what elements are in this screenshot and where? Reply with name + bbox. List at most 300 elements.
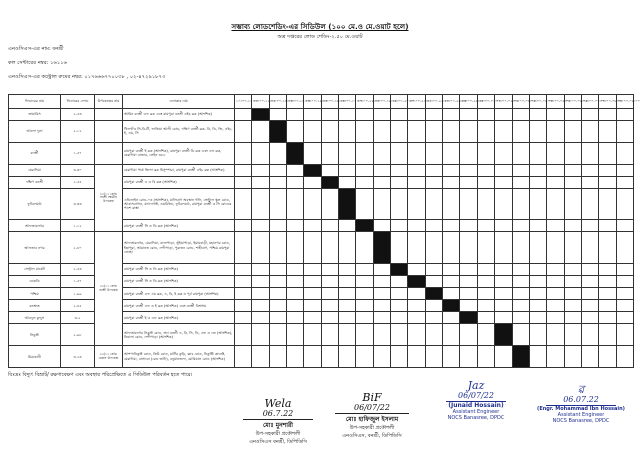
shedding-slot [356, 288, 373, 300]
substation-name [95, 109, 123, 121]
signature-4-designation: Assistant Engineer [557, 412, 605, 418]
shedding-slot [304, 324, 321, 346]
header-slot: ০৫:০০-০৬:০০ [564, 95, 581, 109]
shedding-slot [599, 121, 616, 143]
shedding-slot [321, 312, 338, 324]
shedding-slot [616, 164, 633, 176]
shedding-slot [616, 232, 633, 264]
shedding-slot [304, 300, 321, 312]
shedding-slot [408, 188, 425, 220]
shedding-slot [425, 188, 442, 220]
shedding-slot [356, 276, 373, 288]
shedding-slot [529, 142, 546, 164]
shedding-slot [425, 232, 442, 264]
shedding-slot [564, 188, 581, 220]
shedding-slot [252, 232, 269, 264]
signature-2-office: এনওসিএস, বনশ্রী, ডিপিডিসি [342, 433, 402, 439]
feeder-load: ১.৫৭ [61, 276, 95, 288]
shedding-slot [616, 312, 633, 324]
area-name: আফতাবনগর নিকুঞ্জ রোড, অ্যা বনশ্রী এ, বি, সি, ডি, এফ ও জে (আংশিক), নিরালা রোড, নন্দীপাড়া (আংশিক) [123, 324, 235, 346]
shedding-slot [529, 324, 546, 346]
shedding-slot [529, 220, 546, 232]
shedding-slot [547, 300, 564, 312]
shedding-slot [356, 176, 373, 188]
shedding-slot [321, 188, 338, 220]
shedding-slot [581, 164, 598, 176]
shedding-slot [460, 288, 477, 300]
shedding-slot [425, 176, 442, 188]
shedding-slot [581, 121, 598, 143]
shedding-slot [321, 232, 338, 264]
shedding-slot [512, 220, 529, 232]
shedding-slot-active [460, 312, 477, 324]
shedding-slot [408, 346, 425, 368]
shedding-slot [443, 263, 460, 275]
shedding-slot [304, 121, 321, 143]
shedding-slot [321, 142, 338, 164]
shedding-slot [547, 276, 564, 288]
shedding-slot [304, 176, 321, 188]
shedding-slot [321, 164, 338, 176]
substation-name: ৩৩/১১ কেভি বনশ্রী উপকেন্দ্র [95, 232, 123, 346]
feeder-load: ২.৫৫ [61, 176, 95, 188]
shedding-slot-active [512, 346, 529, 368]
signature-block-1 [230, 398, 326, 447]
header-slot: ০১:০০-০২:০০ [495, 95, 512, 109]
shedding-slot [373, 312, 390, 324]
shedding-slot [547, 164, 564, 176]
shedding-slot [477, 346, 494, 368]
feeder-name: বনশ্রুত [9, 300, 61, 312]
header-slot: ০২:০০-০৩:০০ [512, 95, 529, 109]
shedding-slot [547, 324, 564, 346]
shedding-slot [495, 288, 512, 300]
shedding-slot [443, 176, 460, 188]
feeder-load: ১.৯৯ [61, 288, 95, 300]
shedding-slot [477, 220, 494, 232]
shedding-slot [443, 142, 460, 164]
shedding-slot [391, 164, 408, 176]
feeder-load: ৩.২ [61, 312, 95, 324]
shedding-slot [529, 346, 546, 368]
shedding-slot [252, 188, 269, 220]
shedding-slot [252, 121, 269, 143]
shedding-slot [564, 312, 581, 324]
loadshedding-schedule-table [8, 94, 640, 368]
shedding-slot [425, 346, 442, 368]
shedding-slot [599, 232, 616, 264]
area-name: মেরাদিয়া পার্ক জিন্দা ব্লক মিসুম্পারা, রামপুরা বনশ্রী এইচ ব্লক (আংশিক) [123, 164, 235, 176]
shedding-slot [443, 288, 460, 300]
shedding-slot [391, 176, 408, 188]
shedding-slot [356, 164, 373, 176]
feeder-name: বনশ্রী [9, 142, 61, 164]
feeder-load: ২.১২ [61, 121, 95, 143]
feeder-name: মেরাদিয়া [9, 164, 61, 176]
shedding-slot [460, 109, 477, 121]
substation-name: ৩৩/১১ কেভি বনশ্রী ক্ষেত্রীয় উপকেন্দ্র [95, 164, 123, 232]
area-name: রামপুরা বনশ্রী সি ও ডি ব্লক (আংশিক) [123, 220, 235, 232]
area-name: রামপুরা বনশ্রী ই ব্লক (আংশিক), রামপুরা বনশ্রী ডি ব্লক এবং এফ ব্লক, মেরাদিয়া বাজার, লেইন ৩৮৮ [123, 142, 235, 164]
shedding-slot [495, 346, 512, 368]
shedding-slot [391, 232, 408, 264]
shedding-slot-active [373, 232, 390, 264]
shedding-slot [529, 288, 546, 300]
shedding-slot [581, 263, 598, 275]
shedding-slot [512, 121, 529, 143]
shedding-slot [547, 142, 564, 164]
feeder-load: ২.৫৩ [61, 109, 95, 121]
shedding-slot [443, 188, 460, 220]
shedding-slot [304, 263, 321, 275]
shedding-slot [339, 263, 356, 275]
shedding-slot [339, 276, 356, 288]
shedding-slot [529, 263, 546, 275]
shedding-slot-active [408, 276, 425, 288]
shedding-slot [564, 288, 581, 300]
shedding-slot [287, 312, 304, 324]
feeder-load: ১.১২ [61, 220, 95, 232]
table-row [9, 142, 634, 164]
shedding-slot [304, 346, 321, 368]
feeder-load: ২.৪৫ [61, 300, 95, 312]
area-name: রামপুরা বনশ্রী এ ও বি ব্লক (আংশিক) [123, 176, 235, 188]
shedding-slot [512, 276, 529, 288]
shedding-slot [512, 142, 529, 164]
shedding-slot [599, 188, 616, 220]
shedding-slot [304, 288, 321, 300]
shedding-slot-active [425, 288, 442, 300]
shedding-slot [373, 263, 390, 275]
shedding-slot [564, 346, 581, 368]
header-slot: ২০:০০-২১:০০ [408, 95, 425, 109]
shedding-slot [443, 276, 460, 288]
shedding-slot [235, 109, 252, 121]
header-slot: ১৭:০০-১৮:০০ [356, 95, 373, 109]
feeder-name: তামারিস [9, 109, 61, 121]
shedding-slot [235, 220, 252, 232]
shedding-slot [616, 263, 633, 275]
shedding-slot [547, 220, 564, 232]
header-substation: উপকেন্দ্রের নাম [95, 95, 123, 109]
shedding-slot [581, 176, 598, 188]
header-slot: ২১:০০-২২:০০ [425, 95, 442, 109]
footnote: বিঃদ্রঃ বিদ্যুৎ বিভ্রাট/ রক্ষণাবেক্ষণ এবং অবস্থার পরিপ্রেক্ষিতে এ সিডিউল পরিবর্তন হতে পারে। [8, 372, 193, 378]
shedding-slot [321, 324, 338, 346]
table-row [9, 232, 634, 264]
signature-2-date: 06/07/22 [354, 403, 390, 412]
shedding-slot [443, 220, 460, 232]
shedding-slot [529, 164, 546, 176]
shedding-slot [495, 188, 512, 220]
shedding-slot-active [356, 220, 373, 232]
shedding-slot [599, 263, 616, 275]
table-row [9, 121, 634, 143]
shedding-slot [616, 176, 633, 188]
shedding-slot [599, 300, 616, 312]
shedding-slot [408, 324, 425, 346]
shedding-slot [252, 142, 269, 164]
shedding-slot [547, 188, 564, 220]
table-body [9, 109, 634, 368]
shedding-slot [599, 176, 616, 188]
header-slot: ১৫:০০-১৬:০০ [321, 95, 338, 109]
feeder-name: মিরাকানী [9, 346, 61, 368]
shedding-slot [599, 346, 616, 368]
shedding-slot [495, 276, 512, 288]
area-name: আফতাবনগর, মেরাদিয়া, বালাপাড়া, ভুঁইয়াপাড়া, ইমামবাড়ী, মহানগর রোড, ইছাপুরা, আমানত রোড, নন্দীপাড়া, পুরাতন রোড, শাহীবাগ, পশ্চিম রামপুরা জোহা [123, 232, 235, 264]
shedding-slot [356, 109, 373, 121]
header-load: ফিডারের লোড [61, 95, 95, 109]
header-slot: ১৮:০০-১৯:০০ [373, 95, 390, 109]
shedding-slot [547, 121, 564, 143]
shedding-slot [599, 220, 616, 232]
area-name: আশপ্যনিকুঞ্জ রোড, কিউ রোড, মাটির কুড়ি, ক্লাব রোড, নিকুঞ্জি কানেক্ট, মেরাদিয়া, বাসাবো (রেড ভাটা), বনুমানতলা, মোরিয়াল রোড (আংশিক) [123, 346, 235, 368]
area-name: রামপুরা বনশ্রী এফ ও ই ব্লক (আংশিক) এবং বনশ্রী বিশ্বাসম [123, 300, 235, 312]
shedding-slot [547, 288, 564, 300]
shedding-slot [564, 263, 581, 275]
shedding-slot [304, 232, 321, 264]
shedding-slot [287, 109, 304, 121]
shedding-slot [269, 176, 286, 188]
shedding-slot [321, 300, 338, 312]
shedding-slot [495, 312, 512, 324]
shedding-slot-active [321, 176, 338, 188]
shedding-slot [512, 263, 529, 275]
shedding-slot [460, 121, 477, 143]
header-slot: ১১:০০-১২:০০ [252, 95, 269, 109]
signature-1-scrawl: Wela [264, 397, 292, 410]
shedding-slot [235, 188, 252, 220]
area-name: রামপুরা বনশ্রী সি ও ডি ব্লক (আংশিক) [123, 263, 235, 275]
signature-3-name: (Junaid Hossain) [448, 402, 504, 409]
shedding-slot [269, 276, 286, 288]
shedding-slot [287, 276, 304, 288]
shedding-slot [356, 263, 373, 275]
shedding-slot [460, 276, 477, 288]
shedding-slot [599, 109, 616, 121]
shedding-slot [252, 164, 269, 176]
shedding-slot [408, 220, 425, 232]
shedding-slot [529, 176, 546, 188]
shedding-slot [581, 312, 598, 324]
shedding-slot [391, 142, 408, 164]
shedding-slot [477, 142, 494, 164]
shedding-slot [235, 300, 252, 312]
shedding-slot [512, 176, 529, 188]
shedding-slot [304, 188, 321, 220]
shedding-slot [408, 232, 425, 264]
header-slot: ০৩:০০-০৪:০০ [529, 95, 546, 109]
signature-3-scrawl: Jaz [467, 379, 485, 392]
shedding-slot [512, 324, 529, 346]
shedding-slot-active [339, 188, 356, 220]
shedding-slot [304, 142, 321, 164]
header-slot: ১০:০০-১১:০০ [235, 95, 252, 109]
shedding-slot [564, 276, 581, 288]
shedding-slot [391, 324, 408, 346]
signature-4-scrawl: ৱ [577, 383, 585, 396]
shedding-slot [287, 232, 304, 264]
shedding-slot [460, 263, 477, 275]
shedding-slot [252, 346, 269, 368]
shedding-slot [408, 109, 425, 121]
schedule-title: সম্ভাব্য লোডশেডিং-এর সিডিউল (১০০ মে.ও মে.ওয়াট হলে) [231, 22, 409, 31]
shedding-slot [356, 312, 373, 324]
shedding-slot [391, 121, 408, 143]
area-name: খিলগাঁও সি-বি-টি, ফাতিমা আলী রোড, দক্ষিণ বনশ্রী ব্লক- বি, ডি, জি, এইচ, ই, এম, সি [123, 121, 235, 143]
feeder-load: ৩.৩৩ [61, 188, 95, 220]
shedding-slot [495, 109, 512, 121]
shedding-slot [547, 109, 564, 121]
substation-name: ৩৩/১১ কেভি মেরুল উপকেন্দ্র [95, 346, 123, 368]
shedding-slot [616, 142, 633, 164]
shedding-slot [373, 276, 390, 288]
area-name: রামপুরা বনশ্রী সি ও ডি ব্লক (আংশিক) [123, 276, 235, 288]
shedding-slot [495, 142, 512, 164]
shedding-slot-active [287, 142, 304, 164]
shedding-slot [443, 109, 460, 121]
feeder-name: আলো দুলা [9, 121, 61, 143]
shedding-slot [339, 220, 356, 232]
shedding-slot [408, 300, 425, 312]
shedding-slot [339, 176, 356, 188]
signature-1-office: এনওসিএস বনশ্রী, ডিপিডিসি [249, 439, 307, 445]
shedding-slot [373, 346, 390, 368]
shedding-slot [581, 276, 598, 288]
shedding-slot [460, 164, 477, 176]
header-slot: ০৪:০০-০৫:০০ [547, 95, 564, 109]
shedding-slot [339, 109, 356, 121]
shedding-slot [460, 300, 477, 312]
feeder-load: ৩.৩০ [61, 164, 95, 176]
signature-2-name: মোঃ হাফিজুল ইসলাম [345, 416, 399, 423]
shedding-slot [512, 312, 529, 324]
call-center-number: কল সেন্টারের নম্বর: ১৬১১৬ [8, 60, 67, 66]
shedding-slot [477, 324, 494, 346]
header-slot: ০৮:০০-০৯:০০ [616, 95, 633, 109]
shedding-slot [460, 188, 477, 220]
shedding-slot [581, 346, 598, 368]
shedding-slot [235, 176, 252, 188]
feeder-name: আফতাব নগর [9, 232, 61, 264]
shedding-slot-active [495, 324, 512, 346]
shedding-slot [581, 142, 598, 164]
shedding-slot [269, 300, 286, 312]
shedding-slot [477, 109, 494, 121]
signature-1-date: 06.7.22 [262, 409, 294, 418]
shedding-slot [564, 121, 581, 143]
shedding-slot [373, 164, 390, 176]
shedding-slot [547, 263, 564, 275]
shedding-slot-active [391, 263, 408, 275]
shedding-slot [616, 109, 633, 121]
shedding-slot [269, 188, 286, 220]
shedding-slot [373, 188, 390, 220]
shedding-slot [287, 263, 304, 275]
signature-4-date: 06.07.22 [563, 395, 599, 404]
shedding-slot [512, 164, 529, 176]
shedding-slot [529, 109, 546, 121]
shedding-slot [356, 188, 373, 220]
shedding-slot [616, 346, 633, 368]
shedding-slot [564, 220, 581, 232]
feeder-load: ২.৫৩ [61, 263, 95, 275]
shedding-slot [321, 346, 338, 368]
header-area: এলাকার নাম [123, 95, 235, 109]
shedding-slot [616, 324, 633, 346]
feeder-load: ২.৯৮ [61, 324, 95, 346]
shedding-slot-active [304, 164, 321, 176]
shedding-slot [547, 176, 564, 188]
shedding-slot [339, 346, 356, 368]
shedding-slot [495, 300, 512, 312]
shedding-slot [547, 232, 564, 264]
shedding-slot [391, 300, 408, 312]
shedding-slot [564, 164, 581, 176]
shedding-slot [564, 176, 581, 188]
area-name: রামপুরা বনশ্রী এফ এম ব্লক, এ, বি, ই ব্লক ও পূর্ব রামপুরা (আংশিক) [123, 288, 235, 300]
shedding-slot [252, 176, 269, 188]
shedding-slot [391, 312, 408, 324]
shedding-slot [373, 300, 390, 312]
shedding-slot [443, 346, 460, 368]
shedding-slot [339, 232, 356, 264]
shedding-slot [425, 324, 442, 346]
shedding-slot [356, 232, 373, 264]
shedding-slot [356, 300, 373, 312]
signature-1-name: মোঃ মুনশারী [262, 422, 293, 429]
feeder-name: আফতাবনগর [9, 220, 61, 232]
shedding-slot [391, 346, 408, 368]
feeder-name: সেন্ট্রাল মার্কেট [9, 263, 61, 275]
shedding-slot [356, 142, 373, 164]
shedding-slot [512, 300, 529, 312]
shedding-slot [235, 121, 252, 143]
shedding-slot [321, 220, 338, 232]
table-row [9, 109, 634, 121]
shedding-slot [616, 188, 633, 220]
shedding-slot [235, 232, 252, 264]
signature-2-scrawl: BiF [362, 391, 382, 404]
shedding-slot [408, 164, 425, 176]
shedding-slot [616, 121, 633, 143]
header-slot: ১৩:০০-১৪:০০ [287, 95, 304, 109]
shedding-slot [460, 176, 477, 188]
shedding-slot [235, 346, 252, 368]
shedding-slot [425, 312, 442, 324]
header-slot: ১৬:০০-১৭:০০ [339, 95, 356, 109]
shedding-slot [443, 324, 460, 346]
table-row [9, 164, 634, 176]
table-header-row [9, 95, 634, 109]
shedding-slot [581, 300, 598, 312]
shedding-slot [529, 188, 546, 220]
schedule-subtitle: অত্র দপ্তরের লোড শেডিং-২.৫০ মে.ওয়াট [277, 34, 363, 40]
shedding-slot [599, 142, 616, 164]
shedding-slot [477, 176, 494, 188]
shedding-slot [339, 312, 356, 324]
shedding-slot [252, 288, 269, 300]
shedding-slot [287, 288, 304, 300]
shedding-slot [512, 288, 529, 300]
shedding-slot [252, 276, 269, 288]
feeder-name: দক্ষিণ বনশ্রী [9, 176, 61, 188]
header-slot: ০৬:০০-০৭:০০ [581, 95, 598, 109]
shedding-slot [495, 164, 512, 176]
shedding-slot [425, 220, 442, 232]
shedding-slot [477, 164, 494, 176]
